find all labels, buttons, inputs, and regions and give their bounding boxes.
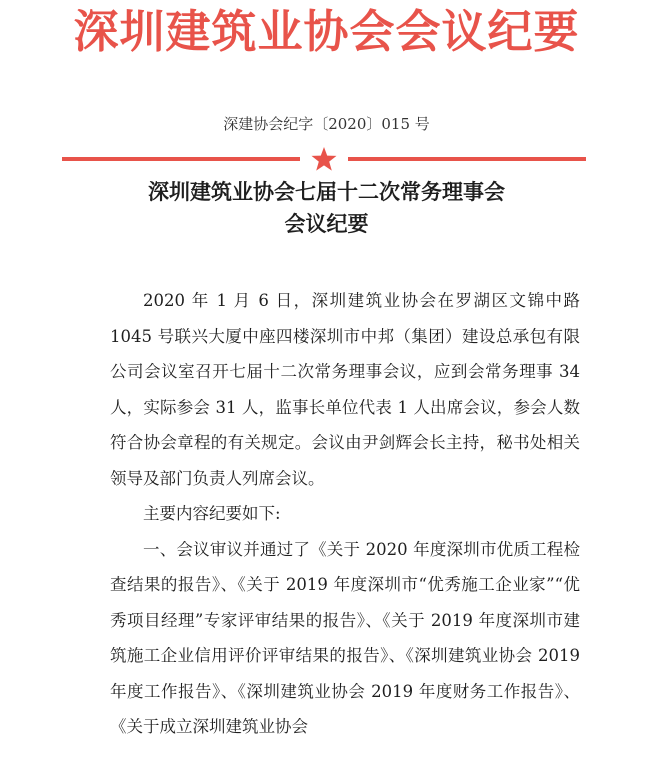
divider-line-right xyxy=(348,157,586,161)
title-line-2: 会议纪要 xyxy=(284,211,369,236)
document-title xyxy=(0,176,653,240)
body-paragraph: 一、会议审议并通过了《关于 2020 年度深圳市优质工程检查结果的报告》、《关于 2019 年度深圳市“优秀施工企业家”“优秀项目经理”专家评审结果的报告》、《关于 2019 年度深圳市建筑施工企业信用评价评审结果的报告》、《深圳建筑业协会 2019 年度工作报告》、《深圳建筑业协会 2019 年度财务工作报告》、《关于成立深圳建筑业协会 xyxy=(110,539,580,736)
body-paragraph: 主要内容纪要如下: xyxy=(143,504,281,523)
document-body xyxy=(110,283,580,745)
title-line-1: 深圳建筑业协会七届十二次常务理事会 xyxy=(148,179,505,204)
body-paragraph: 2020 年 1 月 6 日，深圳建筑业协会在罗湖区文锦中路 1045 号联兴大厦中座四楼深圳市中邦（集团）建设总承包有限公司会议室召开七届十二次常务理事会议，应到会常务理事 34 人，实际参会 31 人，监事长单位代表 1 人出席会议，参会人数符合协会章程的有关规定。会议由尹剑辉会长主持，秘书处相关领导及部门负责人列席会议。 xyxy=(110,291,580,488)
divider-line-left xyxy=(62,157,300,161)
masthead-title: 深圳建筑业协会会议纪要 xyxy=(73,5,580,58)
document-number: 深建协会纪字〔2020〕015 号 xyxy=(223,115,430,133)
star-icon xyxy=(310,146,338,172)
